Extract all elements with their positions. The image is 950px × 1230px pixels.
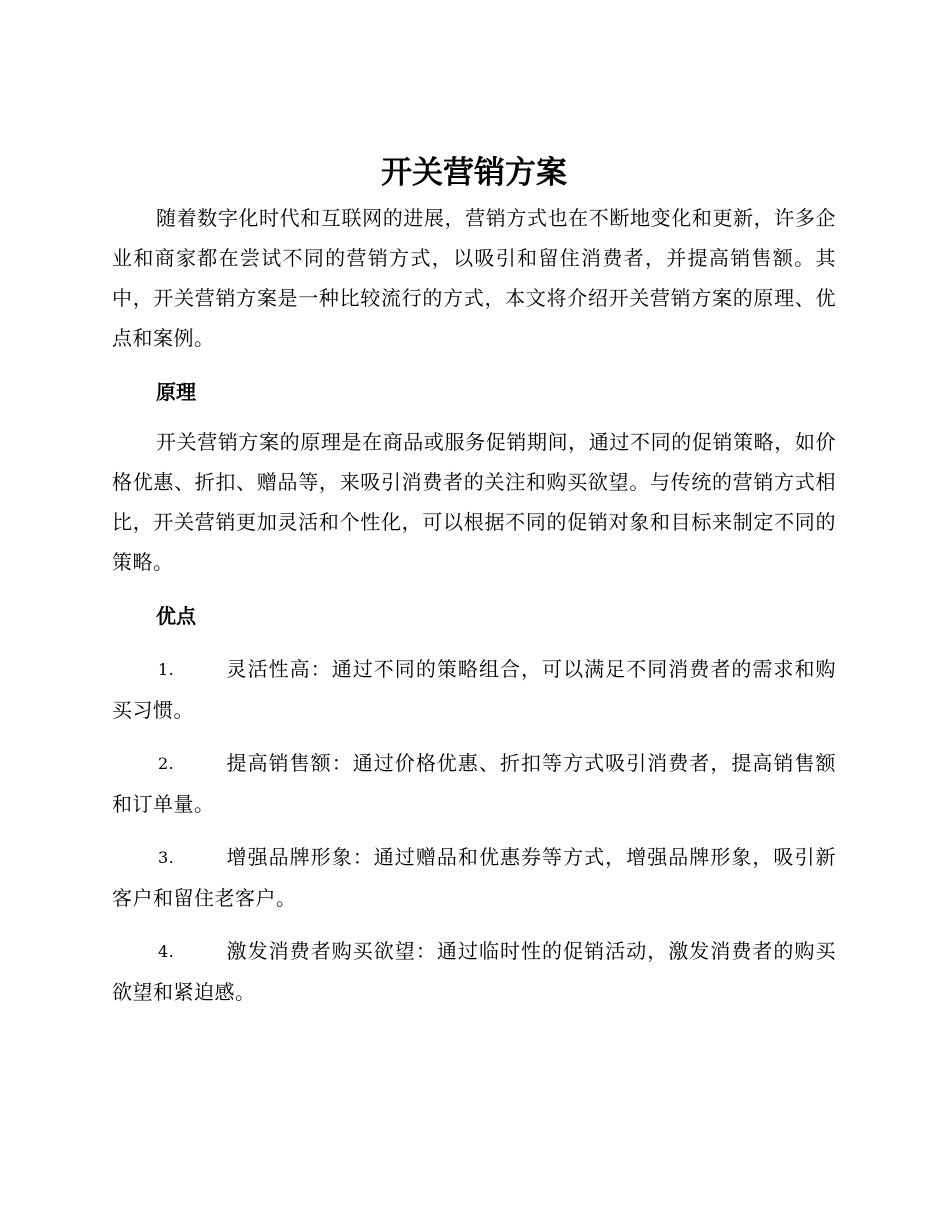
list-item-number: 2. (158, 754, 175, 773)
advantages-list (112, 649, 836, 1012)
intro-paragraph: 随着数字化时代和互联网的进展，营销方式也在不断地变化和更新，许多企业和商家都在尝试不同的营销方式，以吸引和留住消费者，并提高销售额。其中，开关营销方案是一种比较流行的方式，本文将介绍开关营销方案的原理、优点和案例。 (112, 206, 836, 350)
section-heading-principle: 原理 (156, 380, 196, 404)
list-item (112, 649, 836, 730)
document-page (112, 152, 836, 1025)
list-item (112, 743, 836, 824)
list-item-number: 1. (158, 660, 175, 679)
document-title: 开关营销方案 (381, 155, 567, 191)
section-heading-advantages: 优点 (156, 604, 196, 628)
list-item (112, 931, 836, 1012)
list-item-text: 增强品牌形象：通过赠品和优惠券等方式，增强品牌形象，吸引新客户和留住老客户。 (112, 845, 836, 910)
list-item (112, 837, 836, 918)
list-item-text: 激发消费者购买欲望：通过临时性的促销活动，激发消费者的购买欲望和紧迫感。 (112, 939, 836, 1004)
list-item-text: 灵活性高：通过不同的策略组合，可以满足不同消费者的需求和购买习惯。 (112, 657, 836, 722)
list-item-text: 提高销售额：通过价格优惠、折扣等方式吸引消费者，提高销售额和订单量。 (112, 751, 836, 816)
list-item-number: 3. (158, 848, 175, 867)
principle-paragraph: 开关营销方案的原理是在商品或服务促销期间，通过不同的促销策略，如价格优惠、折扣、赠品等，来吸引消费者的关注和购买欲望。与传统的营销方式相比，开关营销更加灵活和个性化，可以根据不同的促销对象和目标来制定不同的策略。 (112, 430, 836, 574)
list-item-number: 4. (158, 942, 175, 961)
